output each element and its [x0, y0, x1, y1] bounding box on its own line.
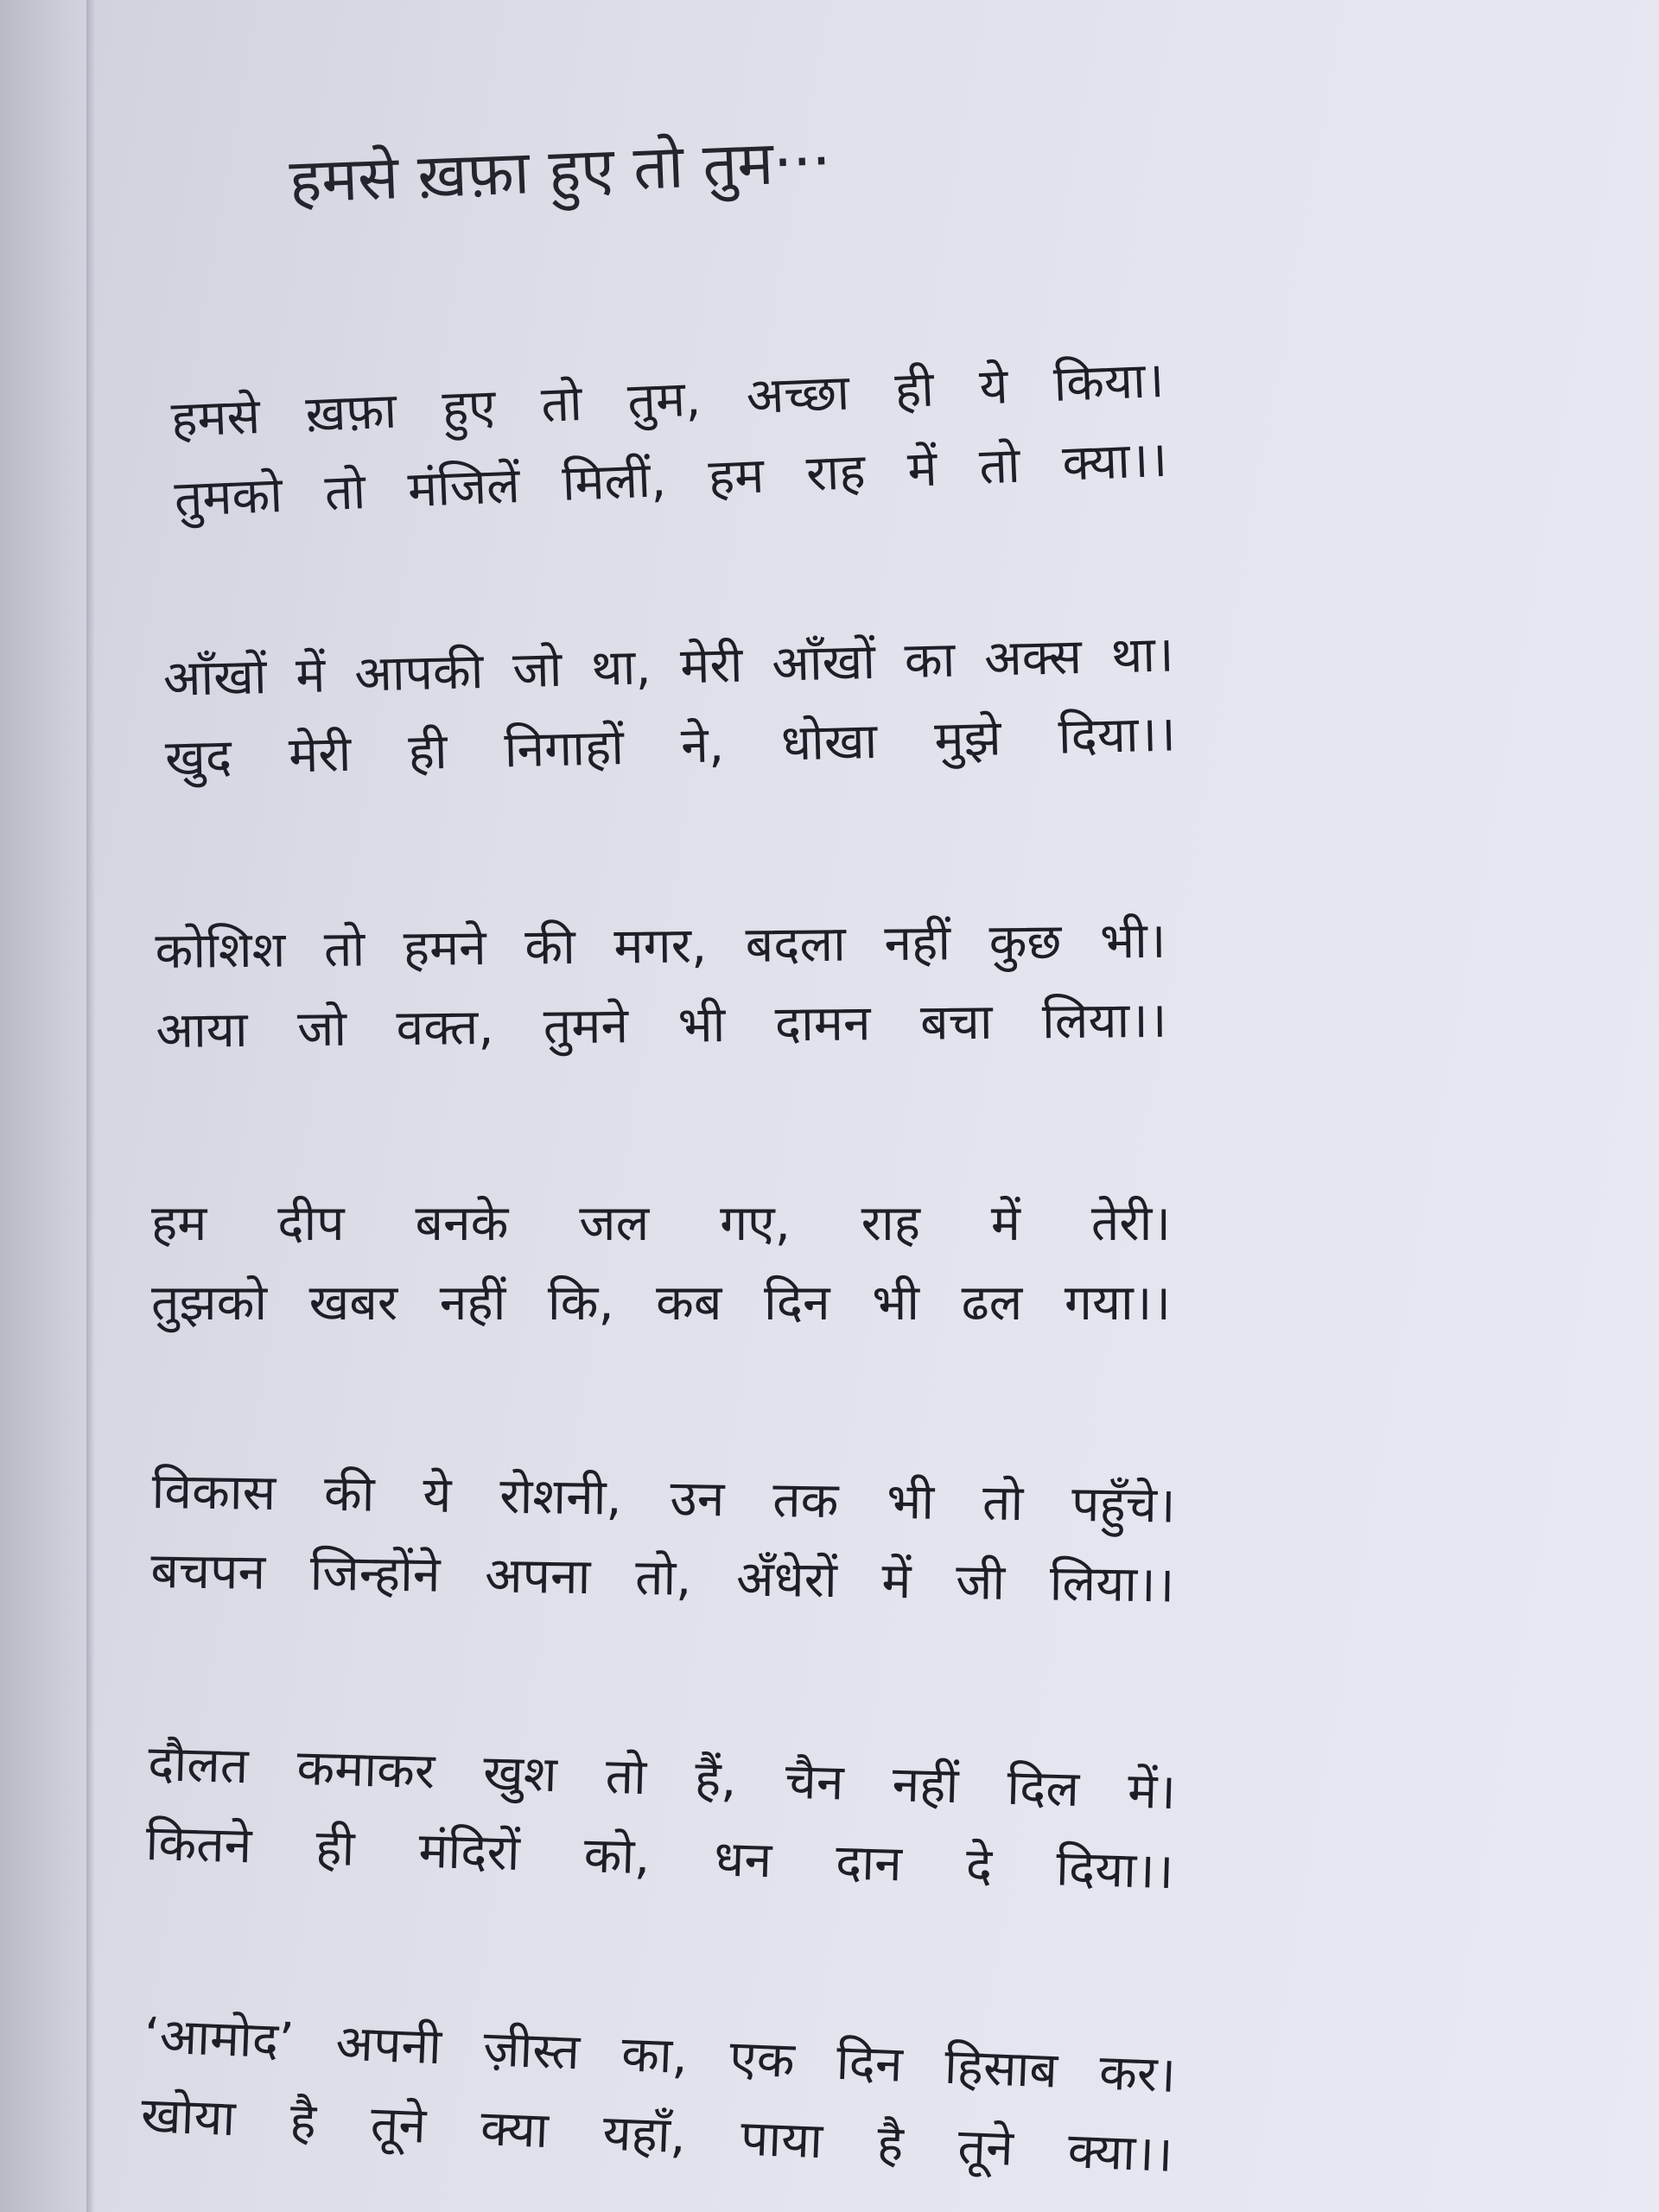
stanza-5	[150, 1452, 1189, 1625]
verse-line: हमसे ख़फ़ा हुए तो तुम, अच्छा ही ये किया।	[169, 351, 1166, 449]
stanza-7	[139, 1996, 1181, 2195]
book-page	[95, 0, 1659, 2212]
verse-line: आँखों में आपकी जो था, मेरी आँखों का अक्स था।	[162, 626, 1175, 709]
verse-line: तुमको तो मंजिलें मिलीं, हम राह में तो क्या।।	[173, 430, 1169, 528]
stanza-6	[144, 1724, 1185, 1911]
verse-line: हम दीप बनके जल गए, राह में तेरी।	[151, 1195, 1171, 1252]
verse-line: विकास की ये रोशनी, उन तक भी तो पहुँचे।	[151, 1463, 1176, 1535]
stanza-4	[151, 1184, 1188, 1343]
verse-line: खोया है तूने क्या यहाँ, पाया है तूने क्या।।	[139, 2086, 1174, 2183]
verse-line: कोशिश तो हमने की मगर, बदला नहीं कुछ भी।	[155, 912, 1166, 981]
verse-line: खुद मेरी ही निगाहों ने, धोखा मुझे दिया।।	[164, 705, 1177, 787]
verse-line: तुझको खबर नहीं कि, कब दिन भी ढल गया।।	[151, 1274, 1171, 1332]
stanza-2	[162, 614, 1203, 798]
verse-line: ‘आमोद’ अपनी ज़ीस्त का, एक दिन हिसाब कर।	[143, 2007, 1178, 2104]
poem-title: हमसे ख़फ़ा हुए तो तुम···	[288, 124, 833, 217]
book-gutter	[0, 0, 91, 2212]
stanza-3	[155, 900, 1193, 1071]
page-edge-shadow	[86, 0, 95, 2212]
verse-line: दौलत कमाकर खुश तो हैं, चैन नहीं दिल में।	[147, 1735, 1177, 1821]
stanza-1	[169, 340, 1168, 539]
verse-line: कितने ही मंदिरों को, धन दान दे दिया।।	[144, 1814, 1175, 1901]
verse-line: आया जो वक्त, तुमने भी दामन बचा लिया।।	[156, 991, 1167, 1059]
verse-line: बचपन जिन्होंने अपना तो, अँधेरों में जी लिया।।	[149, 1541, 1175, 1614]
